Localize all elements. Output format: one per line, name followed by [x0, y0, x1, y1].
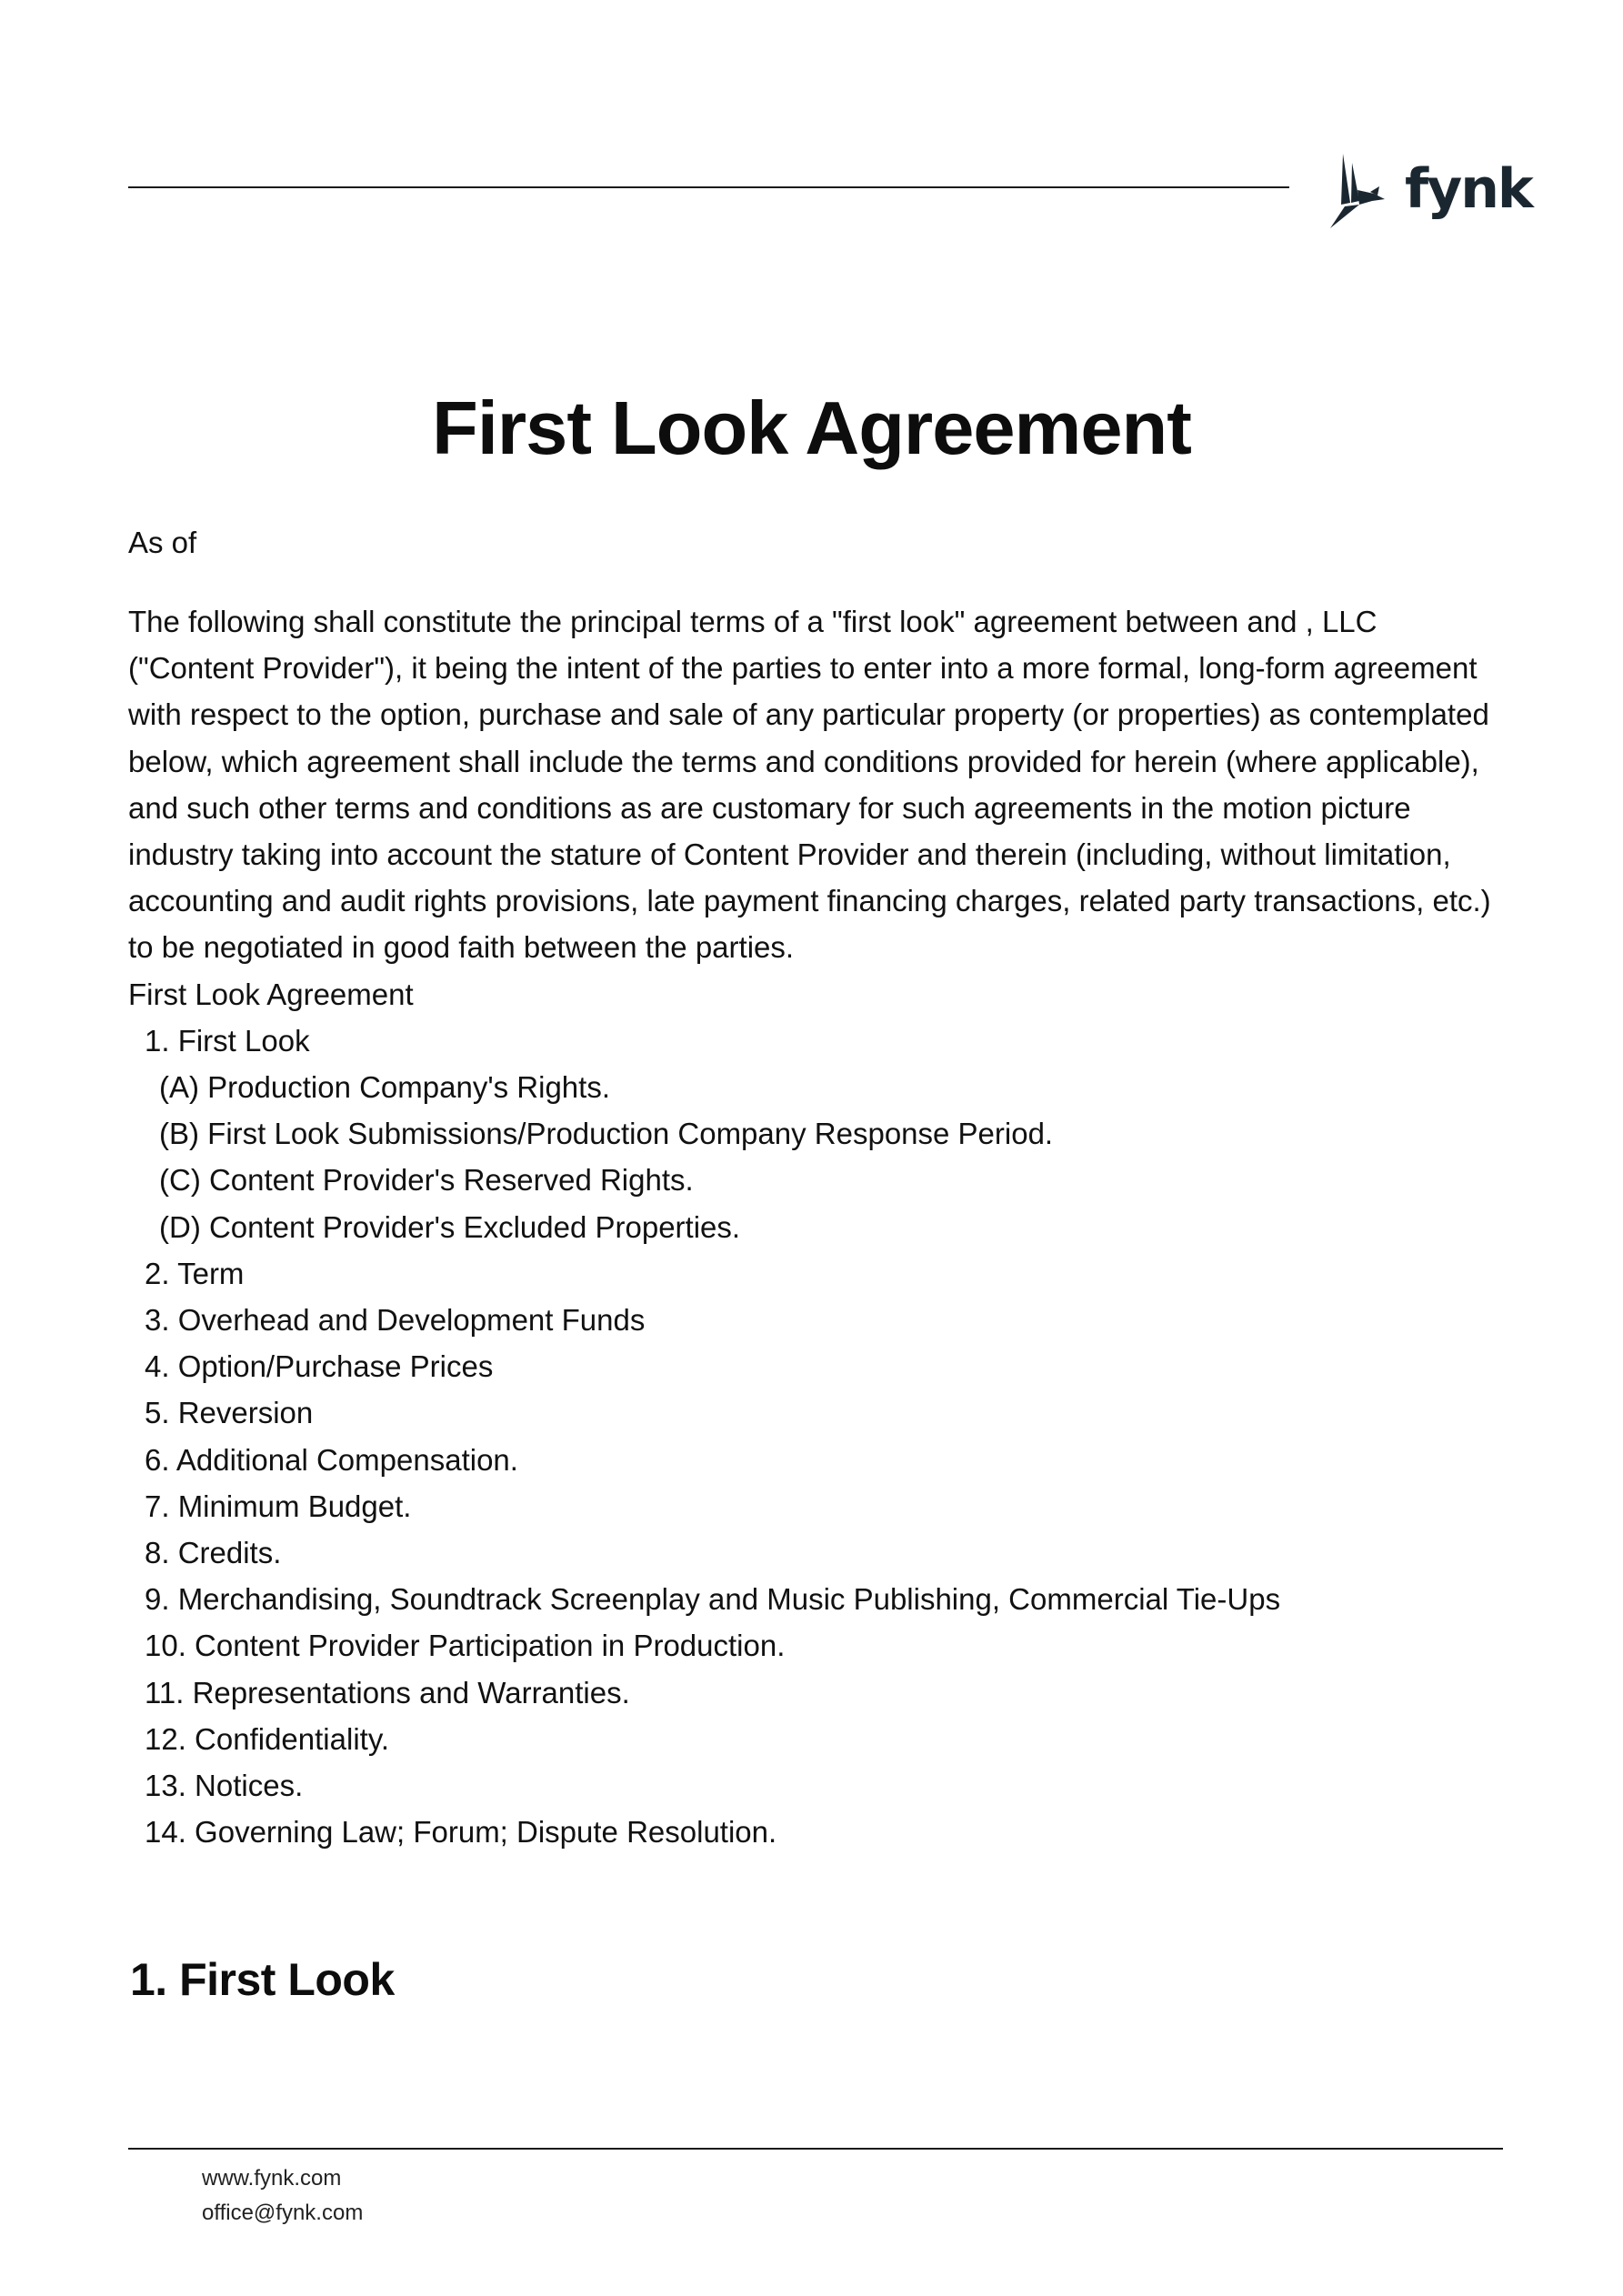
toc-item: 11. Representations and Warranties.: [145, 1675, 630, 1709]
header-divider: [128, 186, 1289, 188]
document-body: [128, 598, 1510, 1855]
fynk-logo: [1323, 150, 1532, 232]
toc-item: 1. First Look: [145, 1023, 310, 1058]
toc-item: 9. Merchandising, Soundtrack Screenplay and Music Publishing, Commercial Tie-Ups: [145, 1582, 1281, 1617]
footer-email[interactable]: office@fynk.com: [202, 2201, 364, 2225]
toc-item: 3. Overhead and Development Funds: [145, 1303, 646, 1338]
toc-subitem: (D) Content Provider's Excluded Properties.: [159, 1209, 741, 1244]
toc-subitem: (B) First Look Submissions/Production Company Response Period.: [159, 1117, 1054, 1151]
toc-item: 12. Confidentiality.: [145, 1721, 390, 1756]
document-title: First Look Agreement: [432, 385, 1191, 470]
toc-item: 10. Content Provider Participation in Production.: [145, 1629, 786, 1663]
toc-item: 6. Additional Compensation.: [145, 1442, 518, 1477]
toc-item: 5. Reversion: [145, 1396, 314, 1430]
logo-wordmark: fynk: [1405, 157, 1532, 221]
toc-item: 14. Governing Law; Forum; Dispute Resolution.: [145, 1815, 777, 1850]
footer-website[interactable]: www.fynk.com: [202, 2166, 342, 2191]
toc-subitem: (A) Production Company's Rights.: [159, 1070, 610, 1105]
toc-item: 8. Credits.: [145, 1536, 282, 1570]
footer-divider: [128, 2148, 1503, 2150]
toc-subitem: (C) Content Provider's Reserved Rights.: [159, 1163, 694, 1198]
toc-item: 2. Term: [145, 1256, 245, 1290]
bird-icon: [1323, 150, 1396, 232]
toc-item: 7. Minimum Budget.: [145, 1489, 412, 1523]
as-of-line: As of: [128, 526, 197, 559]
table-of-contents: [128, 1018, 1510, 1856]
section-heading: 1. First Look: [130, 1953, 395, 2005]
toc-item: 13. Notices.: [145, 1769, 304, 1803]
toc-heading: First Look Agreement: [128, 977, 414, 1011]
toc-item: 4. Option/Purchase Prices: [145, 1349, 494, 1384]
intro-paragraph: The following shall constitute the principal terms of a "first look" agreement between and , LLC ("Content Provider"), it being the intent of the parties to enter into a more formal, long-form agreement with respect to the option, purchase and sale of any particular property (or properties) as contemplated below, which agreement shall include the terms and conditions provided for herein (where applicable), and such other terms and conditions as are customary for such agreements in the motion picture industry taking into account the stature of Content Provider and therein (including, without limitation, accounting and audit rights provisions, late payment financing charges, related party transactions, etc.) to be negotiated in good faith between the parties.: [128, 605, 1491, 965]
